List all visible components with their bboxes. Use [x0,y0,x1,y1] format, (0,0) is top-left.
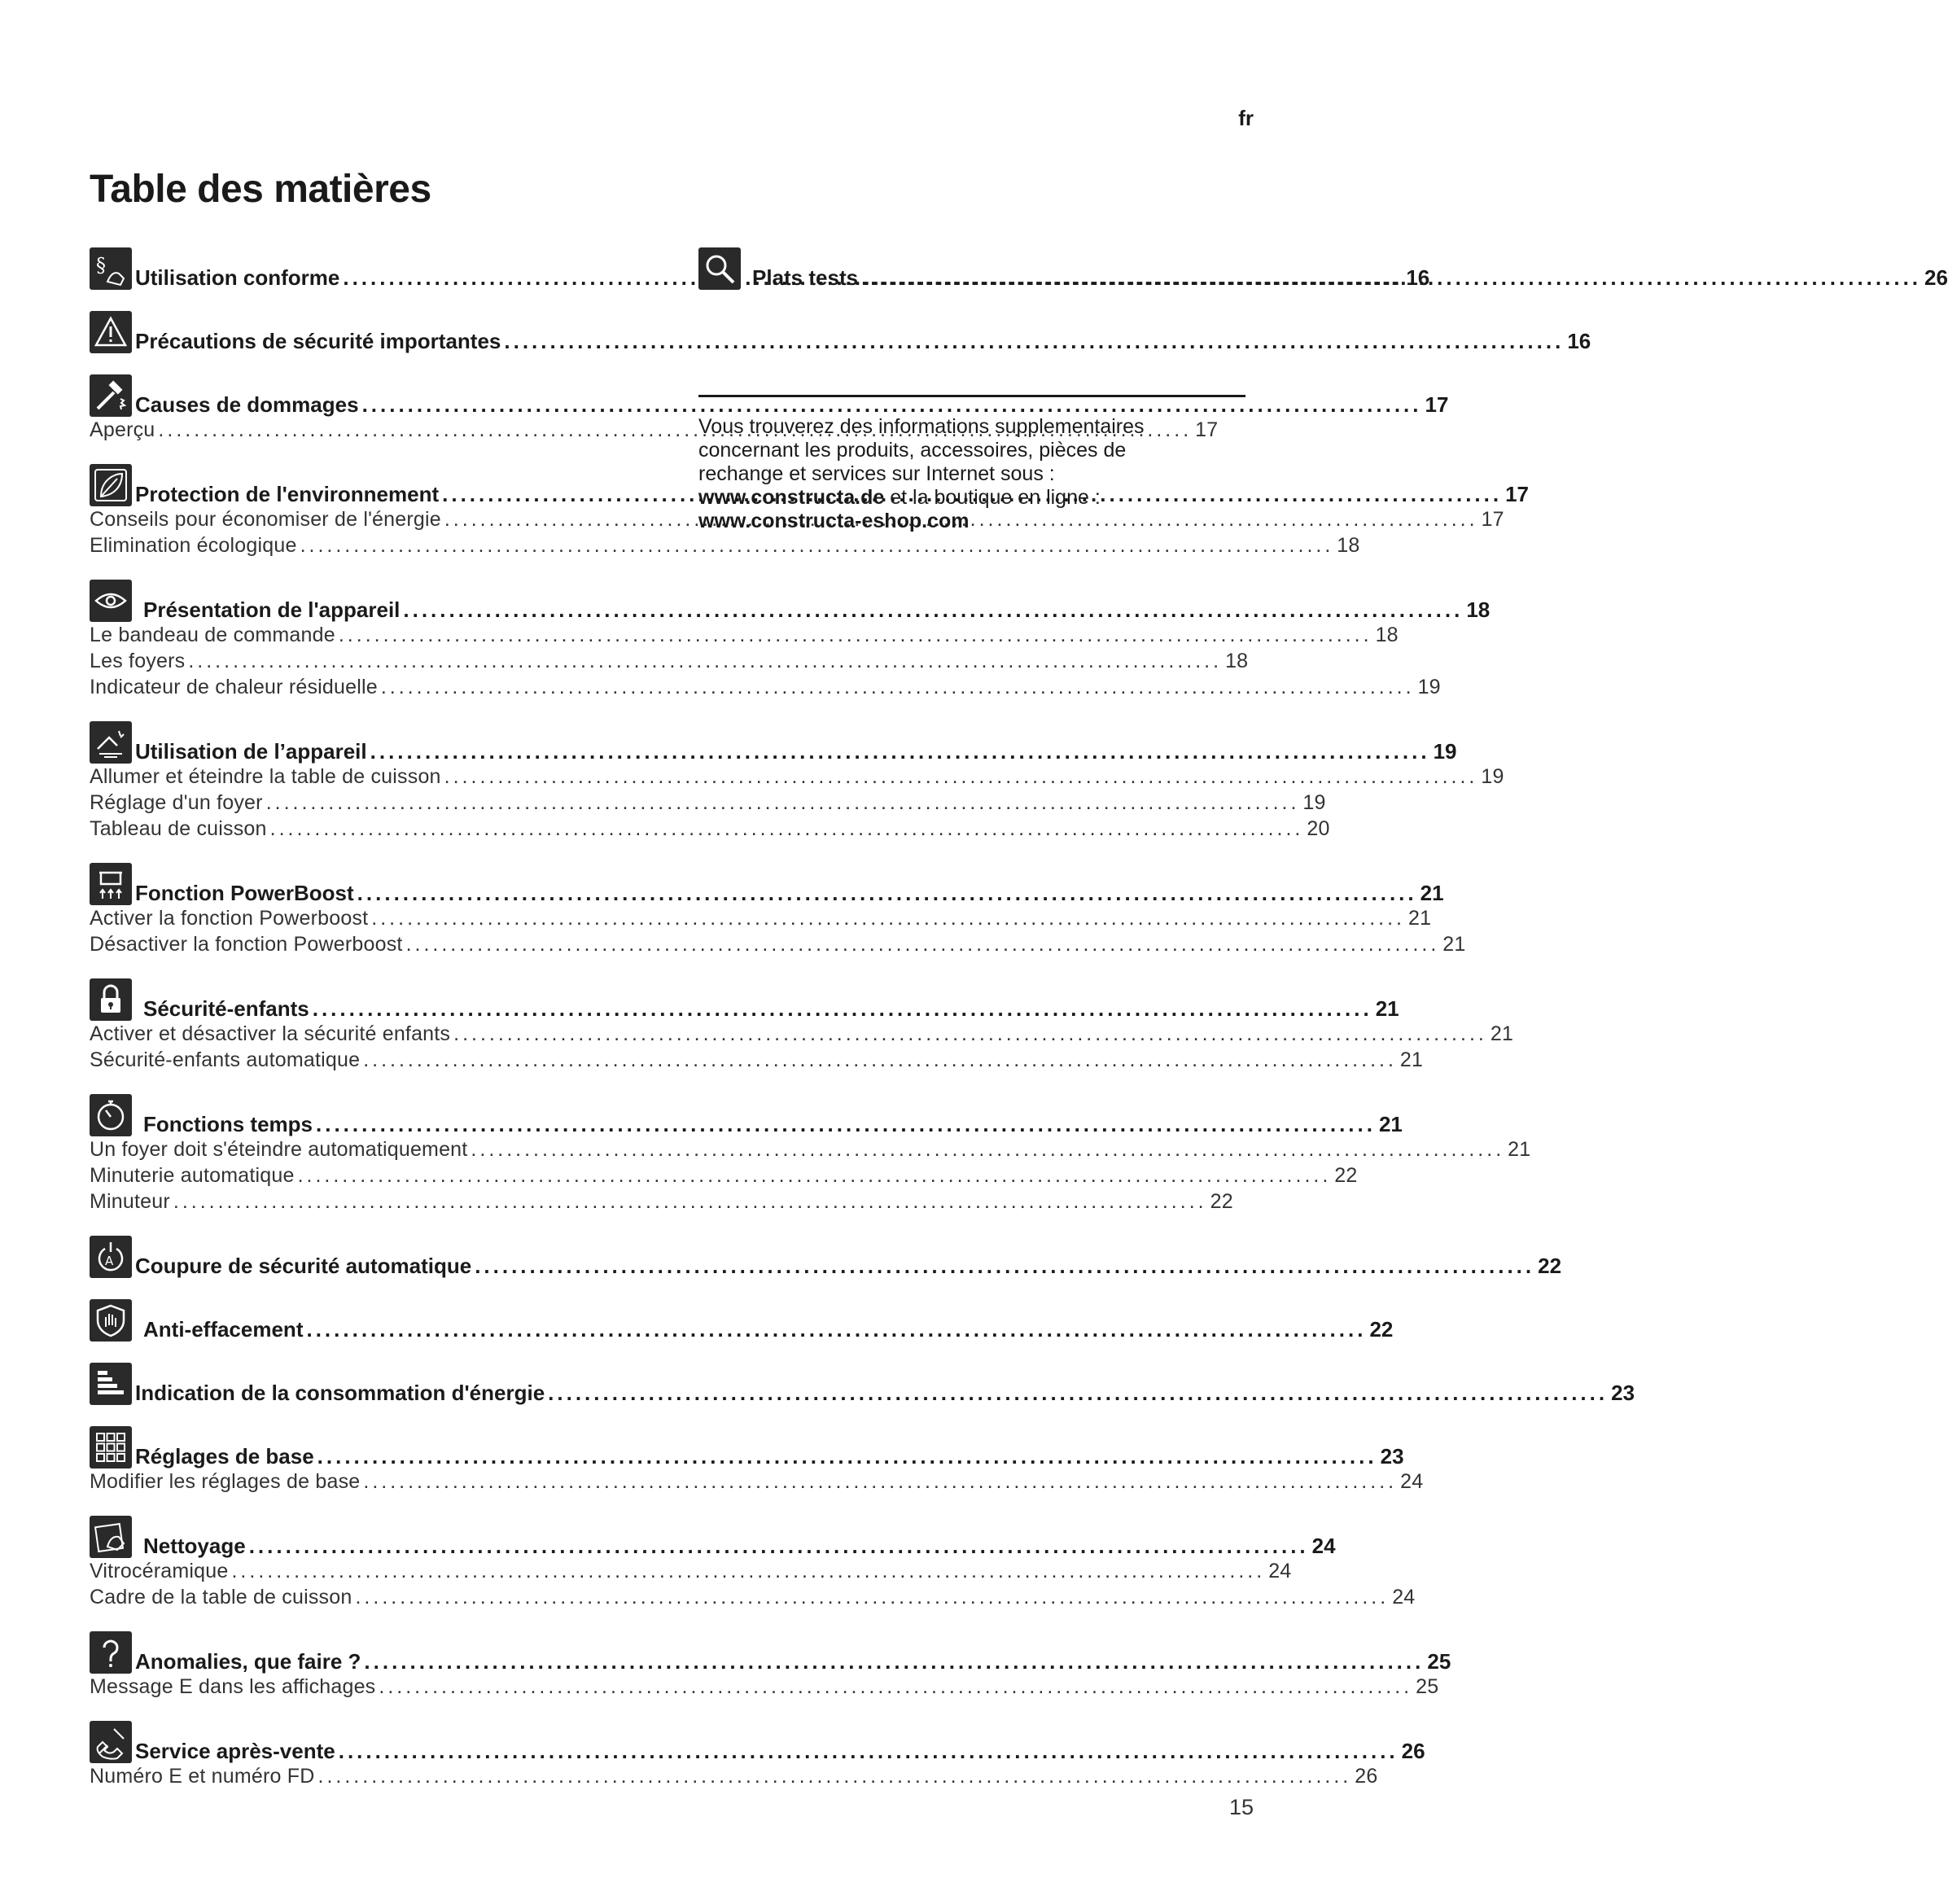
toc-section-label: Fonctions temps [143,1112,313,1136]
stopwatch-icon [90,1094,132,1136]
dot-leader [188,648,1222,674]
toc-section-label: Sécurité-enfants [143,996,309,1021]
phone-icon [90,1721,132,1763]
toc-entry-label: Sécurité-enfants automatique [90,1048,361,1071]
toc-section-label: Coupure de sécurité automatique [135,1254,472,1278]
toc-entry[interactable] [90,1584,1416,1610]
energy-bars-icon [90,1363,132,1405]
toc-section-heading[interactable] [90,1296,1394,1342]
toc-entry-label: Aperçu [90,418,155,441]
toc-section-page: 25 [1427,1649,1451,1674]
toc-entry-page: 17 [1481,508,1504,531]
toc-entry-page: 25 [1416,1675,1439,1698]
toc-section [90,1423,1424,1495]
dot-leader [318,1763,1352,1789]
toc-section-title [143,1534,1336,1558]
toc-entry-label: Message E dans les affichages [90,1675,376,1698]
info-line [698,486,1245,510]
toc-section-page: 22 [1538,1254,1562,1278]
toc-entry-label: Allumer et éteindre la table de cuisson [90,765,441,788]
toc-entry[interactable] [90,905,1432,931]
toc-section-page: 26 [1401,1739,1425,1763]
toc-entry[interactable] [90,790,1326,816]
toc-section [90,860,1466,957]
toc-section-heading[interactable] [90,860,1444,905]
toc-section-heading[interactable] [90,1091,1403,1136]
toc-entry-label: Elimination écologique [90,534,297,557]
toc-entry[interactable] [90,931,1466,957]
toc-section-label: Anomalies, que faire ? [135,1649,361,1674]
toc-entry-page: 18 [1225,650,1249,672]
toc-section-heading[interactable] [90,1423,1404,1468]
dot-leader [403,597,1463,622]
toc-section-label: Causes de dommages [135,392,359,417]
toc-entry-page: 17 [1195,418,1219,441]
toc-section [90,1718,1425,1789]
warning-triangle-icon [90,311,132,353]
toc-section-label: Présentation de l'appareil [143,597,401,622]
toc-entry[interactable] [90,648,1249,674]
dot-leader [300,532,1334,558]
toc-section-heading[interactable] [90,1232,1562,1278]
toc-entry-page: 24 [1400,1470,1424,1493]
toc-section-label: Plats tests [752,265,859,290]
toc-section-page: 18 [1466,597,1491,622]
toc-entry-label: Activer et désactiver la sécurité enfants [90,1022,451,1045]
toc-section-page: 21 [1375,996,1399,1021]
toc-section-label: Fonction PowerBoost [135,881,354,905]
toc-entry-label: Minuterie automatique [90,1164,295,1187]
toc-entry-page: 21 [1508,1138,1531,1161]
website-link[interactable]: www.constructa.de [698,486,885,509]
leaf-icon [90,464,132,506]
lock-icon [90,978,132,1021]
toc-entry-page: 18 [1375,624,1399,646]
toc-entry[interactable] [90,532,1360,558]
toc-section-title [143,996,1399,1021]
toc-entry-page: 24 [1392,1586,1416,1609]
dot-leader [317,1444,1377,1468]
toc-entry-page: 22 [1334,1164,1358,1187]
toc-entry-label: Vitrocéramique [90,1560,229,1582]
toc-entry[interactable] [90,764,1504,790]
dot-leader [249,1534,1309,1558]
page-title: Table des matières [90,168,431,211]
toc-section-title [135,1649,1451,1674]
dot-leader [339,1739,1399,1763]
language-code: fr [1238,106,1254,130]
toc-entry[interactable] [90,1188,1233,1215]
toc-section-title [143,1112,1403,1136]
auto-power-icon [90,1236,132,1278]
toc-entry-label: Modifier les réglages de base [90,1470,361,1493]
toc-entry-page: 21 [1490,1022,1514,1045]
dot-leader [306,1317,1366,1342]
toc-entry-page: 22 [1210,1190,1233,1213]
shield-hand-icon [90,1299,132,1342]
toc-entry-page: 24 [1268,1560,1292,1582]
dot-leader [453,1021,1487,1047]
toc-section-page: 21 [1378,1112,1403,1136]
dot-leader [298,1162,1332,1188]
toc-entry-page: 21 [1442,933,1466,956]
toc-section-heading[interactable] [90,975,1399,1021]
info-line: rechange et services sur Internet sous : [698,462,1055,485]
hammer-damage-icon [90,374,132,417]
toc-section [90,975,1514,1073]
toc-section [90,308,1591,353]
dot-leader [475,1254,1534,1278]
pot-boost-icon [90,863,132,905]
dot-leader [313,996,1372,1021]
dot-leader [231,1558,1265,1584]
toc-entry[interactable] [90,1136,1531,1162]
toc-section-page: 17 [1425,392,1449,417]
dot-leader [379,1674,1412,1700]
toc-section-label: Indication de la consommation d'énergie [135,1381,545,1405]
toc-section [90,1232,1562,1278]
toc-entry[interactable] [90,674,1441,700]
toc-section-title [135,1739,1425,1763]
dot-leader [339,622,1372,648]
toc-section-title [135,881,1444,905]
dot-leader [444,764,1478,790]
toc-section-title [135,1254,1561,1278]
toc-section-heading[interactable] [90,1512,1336,1558]
toc-section [90,718,1504,842]
shop-link[interactable]: www.constructa-eshop.com [698,510,970,532]
paragraph-hand-icon [90,247,132,290]
toc-section-heading[interactable] [90,1628,1451,1674]
toc-section [90,1359,1635,1405]
toc-section [90,1091,1531,1215]
toc-section [90,576,1491,700]
toc-entry[interactable] [90,1763,1378,1789]
info-text: et la boutique en ligne : [884,486,1101,509]
toc-section-label: Précautions de sécurité importantes [135,329,501,353]
toc-section-label: Utilisation de l’appareil [135,739,367,764]
toc-section-page: 21 [1420,881,1444,905]
toc-entry-page: 21 [1399,1048,1424,1071]
toc-section-heading[interactable] [90,576,1491,622]
dot-leader [371,905,1405,931]
dot-leader [266,790,1300,816]
dot-leader [355,1584,1389,1610]
toc-entry-label: Minuteur [90,1190,170,1213]
toc-section-page: 24 [1311,1534,1336,1558]
dot-leader [270,816,1304,842]
dot-leader [363,1047,1397,1073]
toc-section-label: Nettoyage [143,1534,246,1558]
dot-leader [548,1381,1608,1405]
info-line [698,510,1245,533]
toc-entry-label: Indicateur de chaleur résiduelle [90,676,378,698]
dot-leader [861,265,1921,290]
toc-section [90,1512,1416,1610]
toc-entry[interactable] [90,1558,1292,1584]
toc-section-label: Anti-effacement [143,1317,304,1342]
dot-leader [381,674,1415,700]
hand-control-icon [90,721,132,764]
toc-section-page: 26 [1924,265,1948,290]
toc-entry-page: 19 [1302,791,1326,814]
toc-section-heading[interactable] [90,718,1457,764]
dot-leader [363,1468,1397,1495]
toc-entry[interactable] [90,816,1330,842]
toc-entry[interactable] [90,1468,1424,1495]
toc-entry-label: Tableau de cuisson [90,817,267,840]
toc-entry-label: Cadre de la table de cuisson [90,1586,352,1609]
toc-entry-page: 19 [1481,765,1504,788]
toc-section-title [135,329,1591,353]
toc-entry[interactable] [90,1162,1358,1188]
toc-section-title [135,739,1457,764]
toc-section-heading[interactable] [90,1359,1635,1405]
page-number: 15 [1228,1795,1254,1819]
question-icon [90,1631,132,1674]
dot-leader [173,1188,1207,1215]
toc-section [90,1296,1394,1342]
dot-leader [364,1649,1424,1674]
dot-leader [357,881,1417,905]
toc-entry-page: 20 [1307,817,1330,840]
info-line: concernant les produits, accessoires, pièces de [698,439,1127,462]
toc-entry[interactable] [90,622,1399,648]
toc-entry-label: Activer la fonction Powerboost [90,907,369,930]
toc-section-title [143,597,1490,622]
info-line: Vous trouverez des informations supplementaires [698,415,1145,438]
toc-entry-label: Un foyer doit s'éteindre automatiquement [90,1138,468,1161]
svg-text:A: A [105,1254,114,1268]
toc-section-page: 17 [1505,482,1530,506]
toc-section-heading[interactable] [90,1718,1425,1763]
toc-section-page: 16 [1406,265,1430,290]
toc-entry[interactable] [90,1021,1514,1047]
toc-section-label: Utilisation conforme [135,265,340,290]
toc-entry-label: Conseils pour économiser de l'énergie [90,508,441,531]
toc-entry-page: 26 [1355,1765,1378,1788]
toc-section-title [135,1444,1404,1468]
toc-section-heading[interactable] [90,371,1449,417]
toc-entry-label: Le bandeau de commande [90,624,335,646]
toc-section-page: 23 [1380,1444,1404,1468]
toc-entry[interactable] [90,1674,1439,1700]
divider [698,395,1245,397]
dot-leader [471,1136,1504,1162]
eye-icon [90,580,132,622]
toc-section-page: 23 [1611,1381,1635,1405]
toc-section-label: Protection de l'environnement [135,482,440,506]
grid-settings-icon [90,1426,132,1468]
toc-entry-label: Désactiver la fonction Powerboost [90,933,403,956]
toc-entry-page: 19 [1417,676,1441,698]
toc-section-title [143,1317,1393,1342]
toc-entry-page: 21 [1408,907,1432,930]
dot-leader [370,739,1430,764]
toc-entry-label: Les foyers [90,650,186,672]
info-block [698,415,1245,533]
toc-section-page: 19 [1433,739,1457,764]
toc-section-label: Service après-vente [135,1739,335,1763]
svg-text:§: § [96,254,106,277]
toc-entry-label: Numéro E et numéro FD [90,1765,315,1788]
dot-leader [316,1112,1376,1136]
toc-entry-page: 18 [1337,534,1360,557]
toc-section-heading[interactable] [90,308,1591,353]
toc-section-page: 22 [1369,1317,1394,1342]
dot-leader [406,931,1440,957]
toc-section-label: Réglages de base [135,1444,314,1468]
toc-section [90,1628,1451,1700]
dot-leader [504,329,1564,353]
toc-section-page: 16 [1567,329,1591,353]
toc-section-title [752,265,1948,290]
toc-section-title [135,1381,1635,1405]
toc-entry-label: Réglage d'un foyer [90,791,263,814]
toc-entry[interactable] [90,1047,1424,1073]
magnifier-icon [698,247,741,290]
cleaning-hand-icon [90,1516,132,1558]
